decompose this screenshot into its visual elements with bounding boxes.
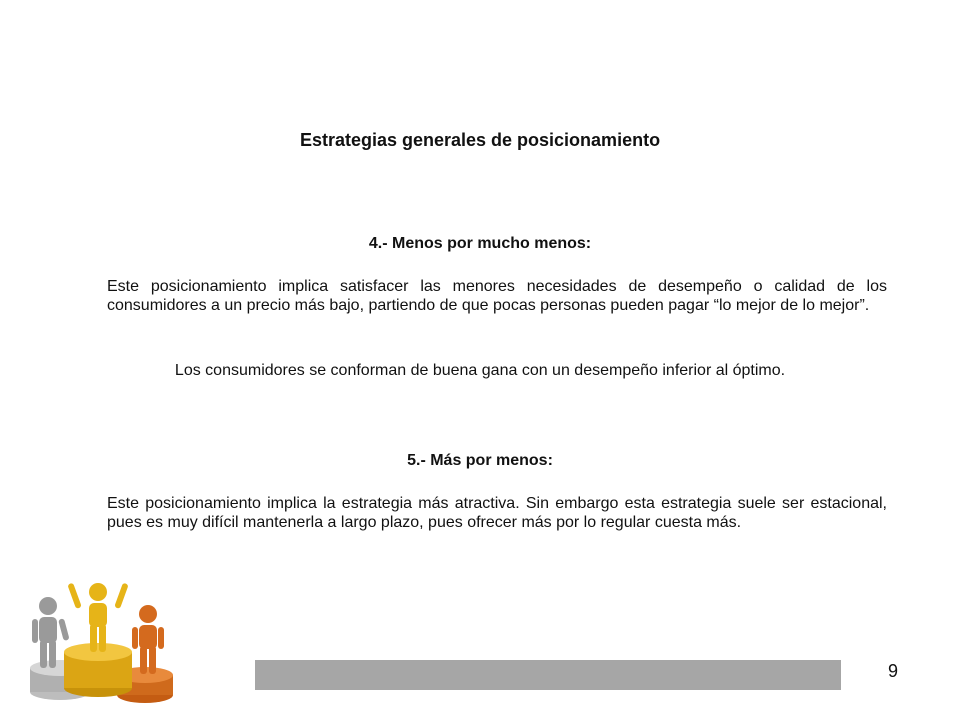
section-5-paragraph: Este posicionamiento implica la estrategia más atractiva. Sin embargo esta estrategia suele ser estacional, pues es muy difícil mantenerla a largo plazo, pues ofrecer más por lo regular cuesta más. — [107, 495, 887, 531]
slide-title: Estrategias generales de posicionamiento — [299, 130, 661, 150]
section-4-heading: 4.- Menos por mucho menos: — [368, 235, 592, 252]
page-number: 9 — [888, 661, 899, 681]
section-4-paragraph: Este posicionamiento implica satisfacer las menores necesidades de desempeño o calidad de los consumidores a un precio más bajo, partiendo de que pocas personas pueden pagar “lo mejor de lo mejor”. — [107, 278, 887, 314]
footer-bar — [255, 660, 841, 690]
podium-winners-illustration — [20, 570, 180, 720]
section-5-heading: 5.- Más por menos: — [407, 452, 553, 469]
gray-figure — [32, 597, 70, 668]
section-4-note: Los consumidores se conforman de buena gana con un desempeño inferior al óptimo. — [174, 362, 786, 379]
gold-figure — [67, 583, 128, 652]
orange-figure — [132, 605, 164, 674]
